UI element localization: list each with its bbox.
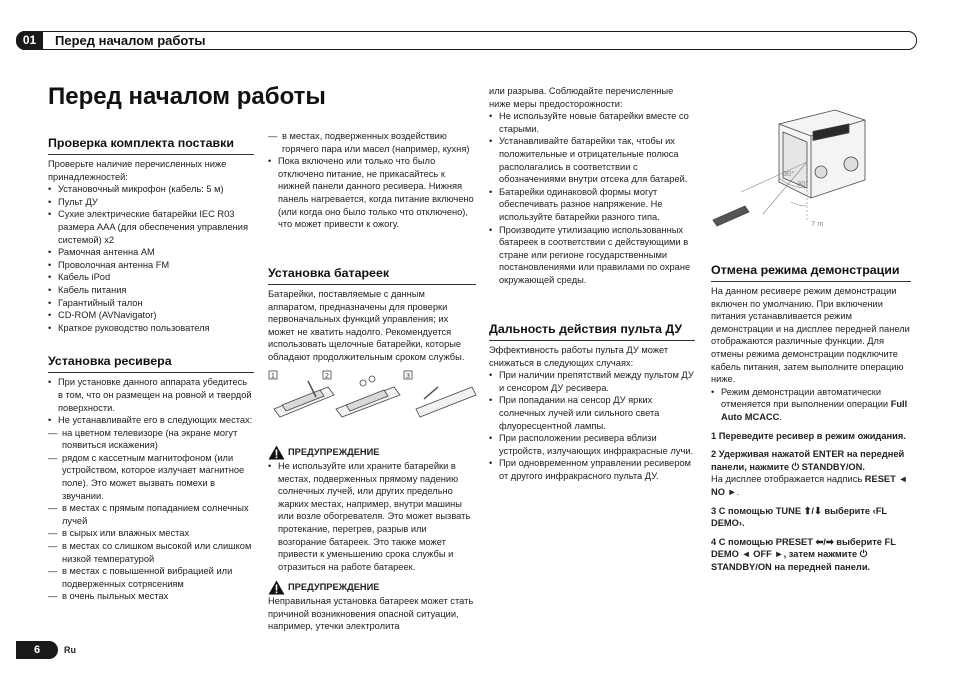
step-1: 1 Переведите ресивер в режим ожидания. (711, 430, 906, 441)
warning-label: ПРЕДУПРЕЖДЕНИЕ (288, 447, 380, 458)
kit-intro: Проверьте наличие перечисленных ниже принадлежностей: (48, 159, 227, 182)
chapter-number: 01 (16, 31, 43, 50)
batteries-heading: Установка батареек (268, 266, 476, 285)
list-item: • Кабель питания (48, 284, 254, 297)
step-4: 4 С помощью PRESET ⬅/➡ выберите FL DEMO ◄ OFF ►, затем нажмите ⏻ STANDBY/ON на передней панели. (711, 536, 896, 572)
list-item: • Проволочная антенна FM (48, 259, 254, 272)
warning-1 (268, 440, 476, 573)
demo-note-list (711, 386, 911, 424)
warning-text: Неправильная установка батареек может стать причиной возникновения опасной ситуации, например, утечки электролита (268, 596, 474, 632)
distance-label: 7 m (811, 219, 824, 228)
list-item: — в очень пыльных местах (48, 590, 254, 603)
step-2-note: На дисплее отображается надпись RESET ◄ NO ►. (711, 474, 908, 497)
list-item: • Режим демонстрации автоматически отменяется при выполнении операции Full Auto MCACC. (711, 386, 911, 424)
list-item: • При попадании на сенсор ДУ ярких солнечных лучей или сильного света флуоресцентной лампы. (489, 394, 695, 432)
warning-2 (268, 575, 476, 633)
list-item: • Батарейки одинаковой формы могут обеспечивать разное напряжение. Не используйте батарейки разного типа. (489, 186, 695, 224)
kit-heading: Проверка комплекта поставки (48, 136, 254, 155)
warning-heading (268, 580, 476, 595)
range-list (489, 369, 695, 482)
chapter-title: Перед началом работы (55, 33, 206, 48)
list-item: • Не используйте новые батарейки вместе со старыми. (489, 110, 695, 135)
warning-heading (268, 445, 476, 460)
warning-list (268, 460, 476, 573)
column-3 (489, 85, 695, 287)
page-title: Перед началом работы (48, 83, 326, 110)
list-item: — в местах, подверженных воздействию горячего пара или масел (например, кухня) (268, 130, 476, 155)
install-list-cont (268, 130, 476, 231)
column-1 (48, 136, 254, 603)
step-3: 3 С помощью TUNE ⬆/⬇ выберите ‹FL DEMO›. (711, 505, 887, 529)
install-heading: Установка ресивера (48, 354, 254, 373)
warning-triangle-icon (268, 580, 285, 595)
remote-range-figure (707, 102, 867, 232)
list-item: • Пока включено или только что было отключено питание, не прикасайтесь к нижней панели данного ресивера. Нижняя панель нагревается, когда питание включено (или когда оно было только что отключено), что может привести к ожогу. (268, 155, 476, 231)
demo-heading: Отмена режима демонстрации (711, 263, 911, 282)
list-item: • Гарантийный талон (48, 297, 254, 310)
list-item: — на цветном телевизоре (на экране могут появиться искажения) (48, 427, 254, 452)
batteries-text: Батарейки, поставляемые с данным аппаратом, предназначены для проверки первоначальных функций управления; их может не хватить надолго. Рекомендуется использовать щелочные батарейки, которые обладают продолжительным сроком службы. (268, 289, 465, 362)
fig-label-1: 1 (271, 373, 275, 380)
range-heading: Дальность действия пульта ДУ (489, 322, 695, 341)
demo-text: На данном ресивере режим демонстрации включен по умолчанию. При включении питания устанавливается режим демонстрации и на дисплее передней панели отображаются различные функции. Для отмены режима демонстрации подключите кабель питания, затем выполните операцию ниже. (711, 286, 910, 385)
list-item: • Производите утилизацию использованных батареек в соответствии с действующими в стране или регионе государственными постановлениями или правилами по охране окружающей среды. (489, 224, 695, 287)
chapter-header (16, 31, 917, 50)
kit-list (48, 183, 254, 334)
list-item: • Пульт ДУ (48, 196, 254, 209)
list-item: • При наличии препятствий между пультом ДУ и сенсором ДУ ресивера. (489, 369, 695, 394)
list-item: • Рамочная антенна AM (48, 246, 254, 259)
list-item: • CD-ROM (AVNavigator) (48, 309, 254, 322)
warning-triangle-icon (268, 445, 285, 460)
list-item: — в местах со слишком высокой или слишком низкой температурой (48, 540, 254, 565)
precautions-intro: или разрыва. Соблюдайте перечисленные ниже меры предосторожности: (489, 86, 674, 109)
list-item: • Устанавливайте батарейки так, чтобы их положительные и отрицательные полюса располагались в соответствии с обозначениями внутри отсека для батарей. (489, 135, 695, 185)
step-2: 2 Удерживая нажатой ENTER на передней панели, нажмите ⏻ STANDBY/ON. (711, 449, 905, 472)
battery-install-figure (268, 369, 478, 421)
list-item: • При расположении ресивера вблизи устройств, излучающих инфракрасные лучи. (489, 432, 695, 457)
language-code: Ru (64, 645, 76, 655)
list-item: — рядом с кассетным магнитофоном (или устройством, которое излучает магнитное поле). Это может вызвать помехи в звучании. (48, 452, 254, 502)
precautions-list (489, 110, 695, 286)
demo-section (711, 263, 911, 573)
list-item: • Установочный микрофон (кабель: 5 м) (48, 183, 254, 196)
list-item: — в местах с повышенной вибрацией или подверженных сотрясениям (48, 565, 254, 590)
angle-label-2: 30° (797, 179, 809, 188)
range-section (489, 322, 695, 483)
list-item: — в местах с прямым попаданием солнечных лучей (48, 502, 254, 527)
batteries-section (268, 266, 476, 364)
list-item: • Кабель iPod (48, 271, 254, 284)
page-number: 6 (16, 641, 58, 659)
list-item: • Сухие электрические батарейки IEC R03 размера AAA (для обеспечения управления системой) x2 (48, 208, 254, 246)
warning-label: ПРЕДУПРЕЖДЕНИЕ (288, 582, 380, 593)
fig-label-2: 2 (325, 373, 329, 380)
list-item: • При установке данного аппарата убедитесь в том, что он размещен на ровной и твердой поверхности. (48, 376, 254, 414)
list-item: • Не устанавливайте его в следующих местах: (48, 414, 254, 427)
angle-label-1: 30° (783, 169, 795, 178)
list-item: • При одновременном управлении ресивером от другого инфракрасного пульта ДУ. (489, 457, 695, 482)
list-item: • Краткое руководство пользователя (48, 322, 254, 335)
fig-label-3: 3 (406, 373, 410, 380)
list-item: — в сырых или влажных местах (48, 527, 254, 540)
list-item: • Не используйте или храните батарейки в местах, подверженных прямому падению солнечных лучей, или других предельно жарких местах, например, внутри машины или возле обогревателя. Это может вызвать протекание, перегрев, разрыв или возгорание батареек. Это также может привести к уменьшению срока службы и отразиться на работе батареек. (268, 460, 476, 573)
column-2 (268, 130, 476, 231)
range-intro: Эффективность работы пульта ДУ может снижаться в следующих случаях: (489, 345, 669, 368)
install-list (48, 376, 254, 603)
